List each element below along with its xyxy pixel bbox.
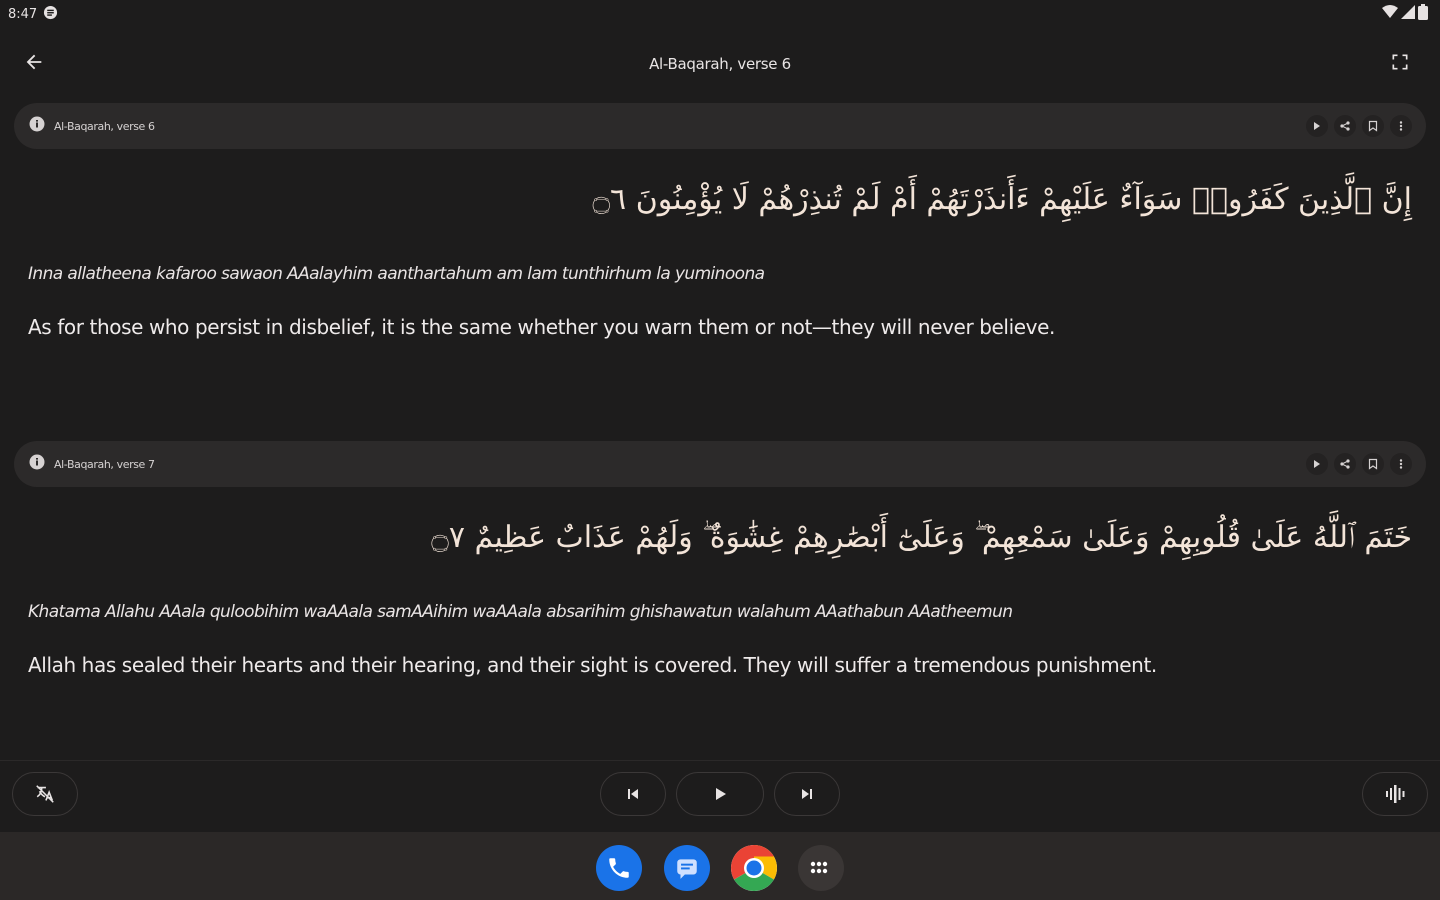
bookmark-icon <box>1369 459 1377 469</box>
verse-transliteration: Khatama Allahu AAala quloobihim waAAala samAAihim waAAala absarihim ghishawatun walahum AAathabun AAatheemun <box>28 602 1013 622</box>
translate-toggle-button[interactable] <box>12 772 78 816</box>
verse-info-button[interactable] <box>28 455 46 473</box>
info-icon <box>29 454 45 474</box>
notification-icon <box>43 5 58 24</box>
signal-icon <box>1401 5 1415 23</box>
more-vert-icon <box>1399 459 1403 469</box>
chrome-app-icon[interactable] <box>731 845 777 891</box>
app-drawer-icon[interactable] <box>798 845 844 891</box>
skip-next-icon <box>800 787 814 801</box>
verse-label: Al-Baqarah, verse 6 <box>54 119 155 133</box>
wifi-icon <box>1382 5 1398 23</box>
fullscreen-icon <box>1390 52 1410 76</box>
status-time: 8:47 <box>8 6 38 22</box>
share-icon <box>1340 121 1350 131</box>
verse-play-button[interactable] <box>1306 115 1328 137</box>
verse-header <box>14 103 1426 149</box>
verse-header <box>14 441 1426 487</box>
verse-more-button[interactable] <box>1390 115 1412 137</box>
top-app-bar <box>0 36 1440 92</box>
back-button[interactable] <box>18 48 50 80</box>
verse-label: Al-Baqarah, verse 7 <box>54 457 155 471</box>
translate-off-icon <box>34 783 56 805</box>
verse-transliteration: Inna allatheena kafaroo sawaon AAalayhim aanthartahum am lam tunthirhum la yuminoona <box>28 264 765 284</box>
verse-translation: As for those who persist in disbelief, it is the same whether you warn them or not—they will never believe. <box>28 315 1055 339</box>
verse-translation: Allah has sealed their hearts and their hearing, and their sight is covered. They will suffer a tremendous punishment. <box>28 653 1157 677</box>
taskbar <box>0 832 1440 900</box>
arrow-left-icon <box>23 51 45 77</box>
divider <box>0 760 1440 761</box>
play-button[interactable] <box>676 772 764 816</box>
verse-share-button[interactable] <box>1334 453 1356 475</box>
page-title: Al-Baqarah, verse 6 <box>649 55 791 73</box>
verse-more-button[interactable] <box>1390 453 1412 475</box>
play-icon <box>712 786 728 802</box>
play-icon <box>1313 122 1321 130</box>
audio-settings-button[interactable] <box>1362 772 1428 816</box>
verse-bookmark-button[interactable] <box>1362 453 1384 475</box>
status-bar <box>0 0 1440 28</box>
playback-controls <box>0 772 1440 824</box>
bookmark-icon <box>1369 121 1377 131</box>
audio-wave-icon <box>1383 785 1407 803</box>
verse-bookmark-button[interactable] <box>1362 115 1384 137</box>
verse-arabic-text: خَتَمَ ٱللَّهُ عَلَىٰ قُلُوبِهِمْ وَعَلَىٰ سَمْعِهِمْ ۖ وَعَلَىٰٓ أَبْصَٰرِهِمْ غِشَٰوَةٌ ۖ وَلَهُمْ عَذَابٌ عَظِيمٌ ۝٧ <box>431 520 1412 555</box>
verse-arabic-text: إِنَّ ٱلَّذِينَ كَفَرُوا۟ سَوَآءٌ عَلَيْهِمْ ءَأَنذَرْتَهُمْ أَمْ لَمْ تُنذِرْهُمْ لَا يُؤْمِنُونَ ۝٦ <box>592 182 1412 217</box>
verse-share-button[interactable] <box>1334 115 1356 137</box>
share-icon <box>1340 459 1350 469</box>
info-icon <box>29 116 45 136</box>
skip-previous-icon <box>626 787 640 801</box>
messages-app-icon[interactable] <box>664 845 710 891</box>
battery-icon <box>1418 4 1428 24</box>
play-icon <box>1313 460 1321 468</box>
verse-play-button[interactable] <box>1306 453 1328 475</box>
verse-info-button[interactable] <box>28 117 46 135</box>
next-button[interactable] <box>774 772 840 816</box>
more-vert-icon <box>1399 121 1403 131</box>
phone-app-icon[interactable] <box>596 845 642 891</box>
fullscreen-button[interactable] <box>1386 50 1414 78</box>
previous-button[interactable] <box>600 772 666 816</box>
